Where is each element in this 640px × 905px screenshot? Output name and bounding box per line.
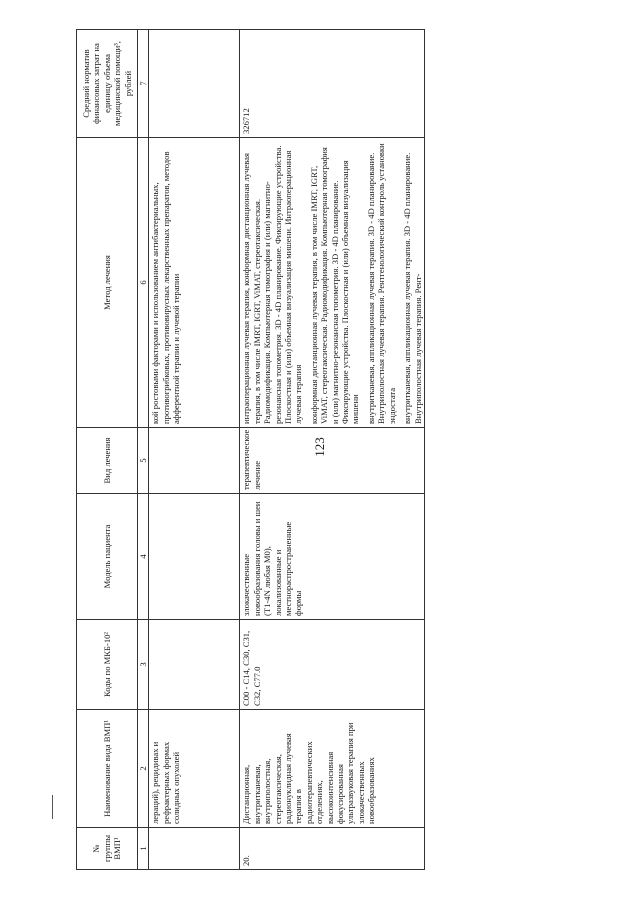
cost-cell: 326712 [240, 30, 425, 138]
group-number-cell: 20. [240, 828, 425, 870]
vmp-name-cell: лераций), рецидивах и рефрактерных формах солидных опухолей [149, 710, 240, 828]
column-number-row [138, 30, 149, 870]
cost-cell [149, 30, 240, 138]
header-patient-model: Модель пациента [77, 494, 138, 620]
vmp-name-cell: Дистанционная, внутритканевая, внутриполостная, стереотаксическая, радионуклидная лучевая терапия в радиотерапевтических отделениях, высокоинтенсивная фокусированная ультразвуковая терапия при злокачественных новообразованиях [240, 710, 425, 828]
header-group-number: № группы ВМП¹ [77, 828, 138, 870]
page-number: 123 [312, 437, 327, 457]
patient-model-cell: злокачественные новообразования головы и шеи (T1-4N любая M0), локализованные и местнораспространенные формы [240, 494, 425, 620]
header-treatment-type: Вид лечения [77, 428, 138, 494]
column-number: 4 [138, 494, 149, 620]
method-text: кой ростовыми факторами и использованием антибактериальных, противогрибковых, противовирусных лекарственных препаратов, методов афферентной терапии и лучевой терапии [150, 151, 182, 424]
header-icd-codes: Коды по МКБ-10² [77, 620, 138, 710]
header-treatment-method: Метод лечения [77, 138, 138, 428]
patient-model-cell [149, 494, 240, 620]
margin-mark [52, 795, 53, 819]
header-row [77, 30, 138, 870]
vmp-table [76, 29, 425, 870]
icd-codes-cell: C00 - C14, C30, C31, C32, C77.0 [240, 620, 425, 710]
treatment-type-cell [149, 428, 240, 494]
column-number: 7 [138, 30, 149, 138]
column-number: 2 [138, 710, 149, 828]
column-number: 1 [138, 828, 149, 870]
method-text: внутритканевая, аппликационная лучевая терапия. 3D - 4D планирование. Внутриполостная лучевая терапия. Рентгенологический контроль установки эндостата [365, 143, 397, 424]
icd-codes-cell [149, 620, 240, 710]
column-number: 5 [138, 428, 149, 494]
treatment-method-cell [149, 138, 240, 428]
table-row [149, 30, 240, 870]
rotated-table-container [76, 30, 608, 870]
header-vmp-name: Наименование вида ВМП¹ [77, 710, 138, 828]
column-number: 3 [138, 620, 149, 710]
treatment-type-cell: терапевтическое лечение [240, 428, 425, 494]
group-number-cell [149, 828, 240, 870]
method-text: интраоперационная лучевая терапия, конформная дистанционная лучевая терапия, в том числе IMRT, IGRT, ViMAT, стереотаксическая. Радиомодификация. Компьютерная томография и (или) магнитно-резонансная топометрия. 3D - 4D планирование. Фиксирующие устройства. Плоскостная и (или) объемная визуализация мишени. Интраоперационная лучевая терапия [241, 145, 304, 424]
treatment-method-cell [240, 138, 425, 428]
table-row [240, 30, 425, 870]
method-text: внутритканевая, аппликационная лучевая терапия. 3D - 4D планирование. Внутриполостная лучевая терапия. Рент- [402, 152, 423, 424]
header-cost: Средний норматив финансовых затрат на единицу объема медицинской помощи³, рублей [77, 30, 138, 138]
method-text: конформная дистанционная лучевая терапия, в том числе IMRT, IGRT, ViMAT, стереотаксическая. Радиомодификация. Компьютерная томография и (или) магнитно-резонансная топометрия. 3D - 4D планирование. Фиксирующие устройства. Плоскостная и (или) объемная визуализация мишени [308, 147, 361, 424]
column-number: 6 [138, 138, 149, 428]
